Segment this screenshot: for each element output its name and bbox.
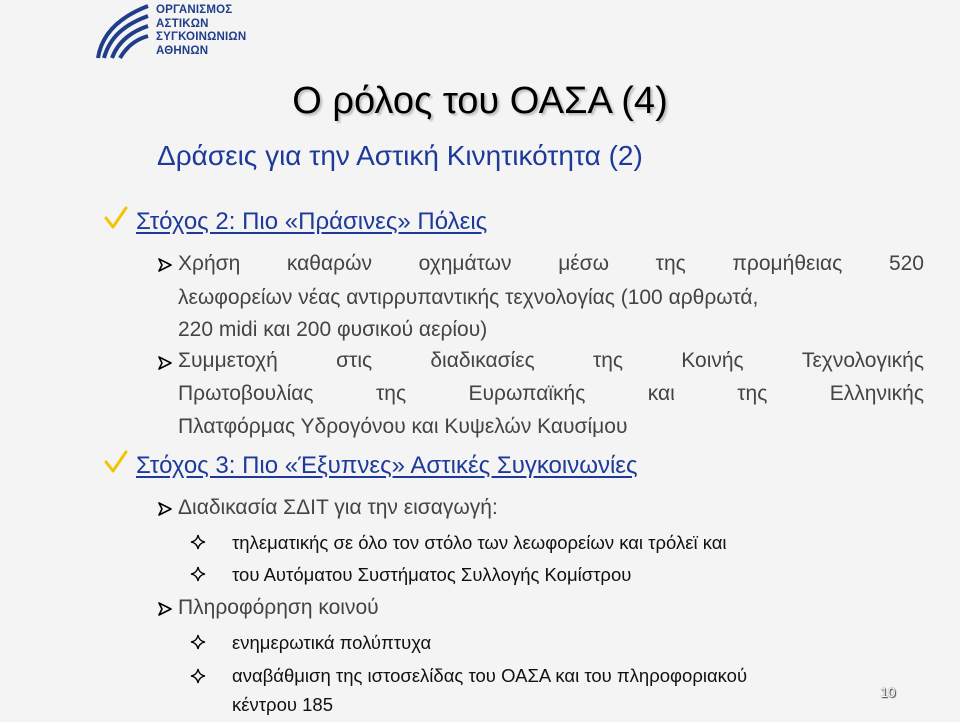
bullet-text-line — [178, 382, 924, 406]
bullet-text-line — [178, 252, 924, 276]
word: Χρήση — [178, 252, 241, 275]
checkmark-icon — [104, 450, 128, 474]
logo-line: ΟΡΓΑΝΙΣΜΟΣ — [156, 4, 233, 16]
arrowhead-bullet-icon — [158, 502, 172, 516]
diamond-star-bullet-icon — [190, 668, 206, 684]
logo-text — [156, 0, 246, 58]
arrowhead-bullet-icon — [158, 258, 172, 272]
page-number: 10 — [880, 684, 896, 700]
word: Συμμετοχή — [178, 349, 278, 372]
sub-bullet-text: του Αυτόματου Συστήματος Συλλογής Κομίστρου — [232, 564, 632, 585]
oasa-emblem-icon — [96, 2, 150, 60]
logo-line: ΑΘΗΝΩΝ — [156, 44, 209, 57]
word: προμήθειας — [732, 252, 843, 275]
word: στις — [336, 349, 373, 372]
goal-heading: Στόχος 2: Πιο «Πράσινες» Πόλεις — [136, 208, 488, 235]
word: διαδικασίες — [430, 349, 535, 372]
word: μέσω — [558, 252, 610, 275]
word: Πρωτοβουλίας — [178, 382, 314, 405]
word: της — [592, 349, 624, 372]
bullet-text-line: 220 midi και 200 φυσικού αερίου) — [178, 318, 488, 341]
word: Τεχνολογικής — [801, 349, 924, 372]
bullet-text-line: Πλατφόρμας Υδρογόνου και Κυψελών Καυσίμου — [178, 415, 628, 438]
arrowhead-bullet-icon — [158, 602, 172, 616]
sub-bullet-text: κέντρου 185 — [232, 694, 333, 715]
bullet-text-line — [178, 349, 924, 373]
sub-bullet-text: ενημερωτικά πολύπτυχα — [232, 632, 432, 653]
goal-heading: Στόχος 3: Πιο «Έξυπνες» Αστικές Συγκοινωνίες — [136, 452, 638, 479]
diamond-star-bullet-icon — [190, 534, 206, 550]
bullet-text-line: Πληροφόρηση κοινού — [178, 596, 379, 619]
slide-subtitle: Δράσεις για την Αστική Κινητικότητα (2) — [157, 140, 643, 171]
slide-title: Ο ρόλος του ΟΑΣΑ (4) — [292, 80, 668, 122]
logo-line: ΣΥΓΚΟΙΝΩΝΙΩΝ — [156, 31, 247, 43]
checkmark-icon — [104, 206, 128, 230]
word: Ελληνικής — [829, 382, 924, 405]
diamond-star-bullet-icon — [190, 566, 206, 582]
sub-bullet-text: τηλεματικής σε όλο τον στόλο των λεωφορείων και τρόλεϊ και — [232, 532, 727, 553]
word: Ευρωπαϊκής — [468, 382, 586, 405]
word: της — [655, 252, 686, 275]
word: οχημάτων — [418, 252, 512, 275]
word: Κοινής — [681, 349, 744, 372]
bullet-text-line: Διαδικασία ΣΔΙΤ για την εισαγωγή: — [178, 496, 498, 519]
arrowhead-bullet-icon — [158, 356, 172, 370]
bullet-text-line: λεωφορείων νέας αντιρρυπαντικής τεχνολογίας (100 αρθρωτά, — [178, 286, 759, 309]
oasa-logo — [96, 0, 246, 60]
word: καθαρών — [286, 252, 372, 275]
word: της — [737, 382, 768, 405]
word: 520 — [888, 252, 924, 275]
sub-bullet-text: αναβάθμιση της ιστοσελίδας του ΟΑΣΑ και του πληροφοριακού — [232, 665, 748, 686]
diamond-star-bullet-icon — [190, 634, 206, 650]
word: και — [647, 382, 675, 405]
logo-line: ΑΣΤΙΚΩΝ — [156, 17, 209, 30]
word: της — [375, 382, 407, 405]
